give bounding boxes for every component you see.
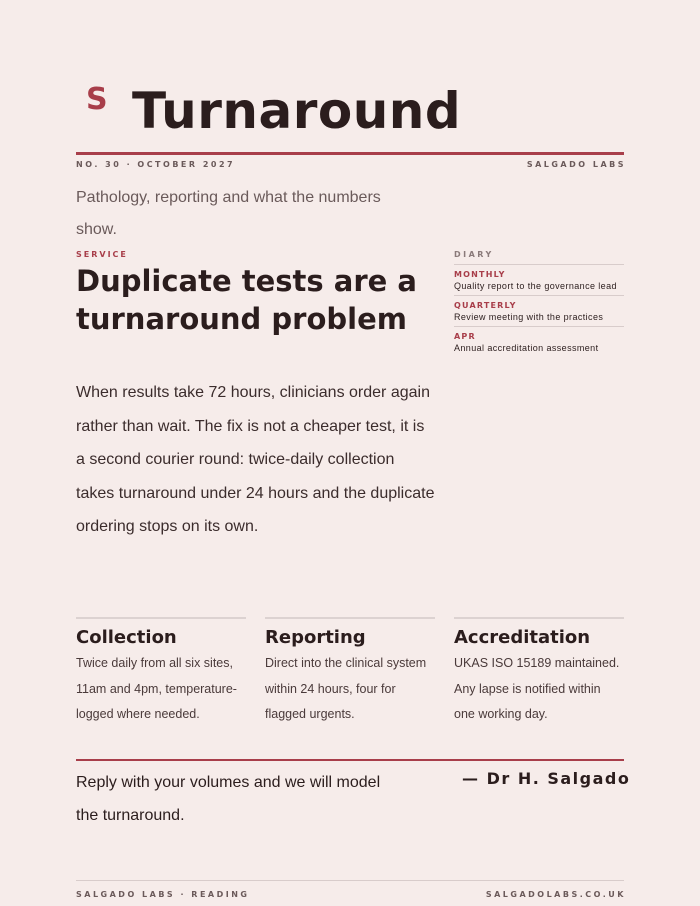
issue-line: NO. 30 · OCTOBER 2027 (76, 160, 236, 169)
diary-panel (454, 250, 624, 357)
diary-title: DIARY (454, 250, 624, 265)
column-title: Reporting (265, 627, 366, 648)
diary-item-label: MONTHLY (454, 270, 506, 279)
footer-url[interactable]: SALGADOLABS.CO.UK (485, 890, 626, 899)
article-headline: Duplicate tests are a turnaround problem (76, 264, 417, 336)
diary-item (454, 296, 624, 327)
column-accreditation (454, 617, 624, 728)
diary-item-label: APR (454, 332, 476, 341)
column-body: UKAS ISO 15189 maintained. Any lapse is notified within one working day. (454, 656, 620, 721)
closing-cta: Reply with your volumes and we will model the turnaround. (76, 774, 381, 824)
footer-left: SALGADO LABS · READING (76, 890, 250, 899)
signature: — Dr H. Salgado (462, 769, 631, 788)
article-kicker: SERVICE (76, 250, 128, 259)
column-collection (76, 617, 246, 728)
publisher-name: SALGADO LABS (526, 160, 626, 169)
masthead-rule (76, 152, 624, 155)
footer-rule (76, 880, 624, 881)
diary-item-text: Review meeting with the practices (454, 312, 604, 322)
column-body: Twice daily from all six sites, 11am and 4pm, temperature-logged where needed. (76, 656, 237, 721)
column-title: Collection (76, 627, 177, 648)
column-reporting (265, 617, 435, 728)
diary-item (454, 327, 624, 357)
diary-item-text: Quality report to the governance lead (454, 281, 617, 291)
diary-item-label: QUARTERLY (454, 301, 517, 310)
logo-mark: S (86, 82, 108, 117)
closing-rule (76, 759, 624, 761)
column-title: Accreditation (454, 627, 591, 648)
diary-item-text: Annual accreditation assessment (454, 343, 599, 353)
page-title: Turnaround (132, 82, 462, 140)
article-lede: When results take 72 hours, clinicians order again rather than wait. The fix is not a cheaper test, it is a second courier round: twice-daily collection takes turnaround under 24 hours and the duplicate ordering stops on its own. (76, 384, 435, 535)
diary-item (454, 265, 624, 296)
intro-text: Pathology, reporting and what the numbers show. (76, 189, 381, 238)
column-body: Direct into the clinical system within 24 hours, four for flagged urgents. (265, 656, 427, 721)
